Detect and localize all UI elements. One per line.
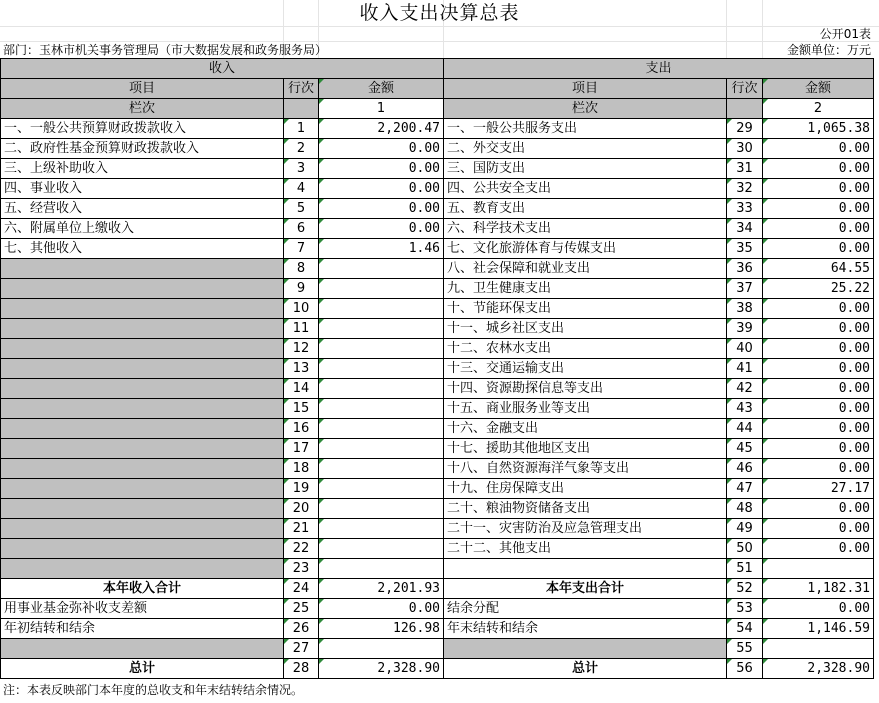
income-line-number: 5	[284, 199, 319, 219]
income-item-header: 项目	[1, 79, 284, 99]
grand-out-label: 总计	[444, 659, 727, 679]
table-row	[1, 239, 874, 259]
table-row	[1, 259, 874, 279]
income-item-label: 二、政府性基金预算财政拨款收入	[1, 139, 284, 159]
year-income-line: 24	[284, 579, 319, 599]
expense-item-label: 九、卫生健康支出	[444, 279, 727, 299]
expense-line-number: 37	[727, 279, 763, 299]
income-amount	[319, 459, 444, 479]
income-header: 收入	[1, 59, 444, 79]
expense-line-number: 45	[727, 439, 763, 459]
year-expense-amount: 1,182.31	[763, 579, 874, 599]
header-row-col-index	[1, 99, 874, 119]
income-item-label	[1, 339, 284, 359]
income-item-label	[1, 279, 284, 299]
expense-line-number: 33	[727, 199, 763, 219]
expense-amount: 0.00	[763, 159, 874, 179]
expense-item-label: 十七、援助其他地区支出	[444, 439, 727, 459]
income-line-number: 3	[284, 159, 319, 179]
table-row	[1, 519, 874, 539]
income-amount	[319, 259, 444, 279]
year-income-amount: 2,201.93	[319, 579, 444, 599]
expense-amount: 27.17	[763, 479, 874, 499]
income-line-number: 4	[284, 179, 319, 199]
fund-gap-amount: 0.00	[319, 599, 444, 619]
end-balance-label: 年末结转和结余	[444, 619, 727, 639]
income-line-number: 19	[284, 479, 319, 499]
expense-amount: 0.00	[763, 199, 874, 219]
income-col-blank	[284, 99, 319, 119]
income-line-number: 6	[284, 219, 319, 239]
income-item-label: 三、上级补助收入	[1, 159, 284, 179]
expense-header: 支出	[444, 59, 874, 79]
income-line-number: 11	[284, 319, 319, 339]
expense-item-label: 十一、城乡社区支出	[444, 319, 727, 339]
income-amount: 2,200.47	[319, 119, 444, 139]
income-amount	[319, 299, 444, 319]
table-row	[1, 199, 874, 219]
expense-item-header: 项目	[444, 79, 727, 99]
income-amount	[319, 479, 444, 499]
blank-cell	[319, 639, 444, 659]
income-item-label: 五、经营收入	[1, 199, 284, 219]
expense-line-number: 41	[727, 359, 763, 379]
expense-item-label: 五、教育支出	[444, 199, 727, 219]
surplus-alloc-line: 53	[727, 599, 763, 619]
table-row	[1, 399, 874, 419]
income-line-number: 7	[284, 239, 319, 259]
table-row	[1, 279, 874, 299]
table-row	[1, 339, 874, 359]
table-row	[1, 119, 874, 139]
income-amount-header: 金额	[319, 79, 444, 99]
blank-out-line: 55	[727, 639, 763, 659]
income-item-label	[1, 539, 284, 559]
expense-amount: 0.00	[763, 399, 874, 419]
expense-item-label: 二十二、其他支出	[444, 539, 727, 559]
income-amount	[319, 539, 444, 559]
income-line-number: 12	[284, 339, 319, 359]
expense-item-label: 一、一般公共服务支出	[444, 119, 727, 139]
expense-amount: 1,065.38	[763, 119, 874, 139]
grand-out-line: 56	[727, 659, 763, 679]
expense-amount: 64.55	[763, 259, 874, 279]
expense-item-label: 二十一、灾害防治及应急管理支出	[444, 519, 727, 539]
expense-amount: 0.00	[763, 179, 874, 199]
unit-label: 金额单位：万元	[786, 43, 871, 57]
expense-line-number: 42	[727, 379, 763, 399]
surplus-alloc-label: 结余分配	[444, 599, 727, 619]
income-item-label	[1, 299, 284, 319]
expense-amount: 0.00	[763, 299, 874, 319]
income-item-label	[1, 479, 284, 499]
department-label: 部门：玉林市机关事务管理局（市大数据发展和政务服务局）	[3, 43, 328, 57]
income-amount	[319, 379, 444, 399]
expense-item-label: 十四、资源勘探信息等支出	[444, 379, 727, 399]
income-amount: 1.46	[319, 239, 444, 259]
expense-line-number: 32	[727, 179, 763, 199]
fund-gap-label: 用事业基金弥补收支差额	[1, 599, 284, 619]
income-item-label: 四、事业收入	[1, 179, 284, 199]
blank-cell	[444, 639, 727, 659]
expense-item-label: 十九、住房保障支出	[444, 479, 727, 499]
expense-line-number: 49	[727, 519, 763, 539]
expense-line-header: 行次	[727, 79, 763, 99]
income-line-number: 13	[284, 359, 319, 379]
begin-balance-amount: 126.98	[319, 619, 444, 639]
expense-amount: 25.22	[763, 279, 874, 299]
expense-line-number: 51	[727, 559, 763, 579]
income-line-number: 10	[284, 299, 319, 319]
begin-balance-line: 26	[284, 619, 319, 639]
table-row	[1, 139, 874, 159]
blank-in-line: 27	[284, 639, 319, 659]
table-row	[1, 319, 874, 339]
fund-gap-line: 25	[284, 599, 319, 619]
income-item-label	[1, 319, 284, 339]
expense-amount: 0.00	[763, 439, 874, 459]
expense-amount: 0.00	[763, 499, 874, 519]
income-amount: 0.00	[319, 179, 444, 199]
table-row	[1, 459, 874, 479]
expense-amount: 0.00	[763, 539, 874, 559]
expense-line-number: 35	[727, 239, 763, 259]
income-amount	[319, 319, 444, 339]
income-line-number: 18	[284, 459, 319, 479]
income-item-label	[1, 419, 284, 439]
expense-amount: 0.00	[763, 139, 874, 159]
expense-item-label	[444, 559, 727, 579]
end-balance-line: 54	[727, 619, 763, 639]
fund-gap-row	[1, 599, 874, 619]
income-amount	[319, 359, 444, 379]
expense-line-number: 34	[727, 219, 763, 239]
expense-item-label: 八、社会保障和就业支出	[444, 259, 727, 279]
income-item-label	[1, 399, 284, 419]
income-line-number: 23	[284, 559, 319, 579]
expense-line-number: 29	[727, 119, 763, 139]
income-item-label	[1, 499, 284, 519]
income-col-label: 栏次	[1, 99, 284, 119]
expense-amount-header: 金额	[763, 79, 874, 99]
expense-item-label: 十三、交通运输支出	[444, 359, 727, 379]
footnote: 注：本表反映部门本年度的总收支和年末结转结余情况。	[3, 683, 304, 697]
expense-amount: 0.00	[763, 519, 874, 539]
income-item-label	[1, 259, 284, 279]
expense-amount: 0.00	[763, 359, 874, 379]
income-expense-table	[0, 58, 874, 679]
expense-item-label: 七、文化旅游体育与传媒支出	[444, 239, 727, 259]
expense-line-number: 46	[727, 459, 763, 479]
income-line-number: 14	[284, 379, 319, 399]
expense-amount	[763, 559, 874, 579]
expense-amount: 0.00	[763, 339, 874, 359]
income-item-label	[1, 519, 284, 539]
expense-line-number: 39	[727, 319, 763, 339]
expense-item-label: 十五、商业服务业等支出	[444, 399, 727, 419]
expense-item-label: 十、节能环保支出	[444, 299, 727, 319]
expense-item-label: 十八、自然资源海洋气象等支出	[444, 459, 727, 479]
blank-row	[1, 639, 874, 659]
table-row	[1, 219, 874, 239]
expense-item-label: 四、公共安全支出	[444, 179, 727, 199]
expense-item-label: 三、国防支出	[444, 159, 727, 179]
expense-item-label: 十二、农林水支出	[444, 339, 727, 359]
expense-item-label: 十六、金融支出	[444, 419, 727, 439]
header-row-columns	[1, 79, 874, 99]
income-amount	[319, 519, 444, 539]
expense-amount: 0.00	[763, 419, 874, 439]
income-item-label: 六、附属单位上缴收入	[1, 219, 284, 239]
income-item-label: 一、一般公共预算财政拨款收入	[1, 119, 284, 139]
income-line-number: 22	[284, 539, 319, 559]
income-line-number: 16	[284, 419, 319, 439]
income-amount	[319, 279, 444, 299]
expense-amount: 0.00	[763, 459, 874, 479]
expense-col-number: 2	[763, 99, 874, 119]
income-amount: 0.00	[319, 159, 444, 179]
end-balance-amount: 1,146.59	[763, 619, 874, 639]
balance-row	[1, 619, 874, 639]
income-line-number: 9	[284, 279, 319, 299]
income-item-label	[1, 439, 284, 459]
grand-in-label: 总计	[1, 659, 284, 679]
grand-in-amount: 2,328.90	[319, 659, 444, 679]
table-row	[1, 379, 874, 399]
table-row	[1, 159, 874, 179]
table-row	[1, 479, 874, 499]
expense-line-number: 47	[727, 479, 763, 499]
blank-cell	[1, 639, 284, 659]
income-amount	[319, 559, 444, 579]
table-row	[1, 419, 874, 439]
income-item-label	[1, 559, 284, 579]
expense-item-label: 二、外交支出	[444, 139, 727, 159]
table-row	[1, 359, 874, 379]
expense-line-number: 44	[727, 419, 763, 439]
table-row	[1, 559, 874, 579]
begin-balance-label: 年初结转和结余	[1, 619, 284, 639]
income-amount: 0.00	[319, 219, 444, 239]
income-amount	[319, 419, 444, 439]
grand-total-row	[1, 659, 874, 679]
expense-item-label: 二十、粮油物资储备支出	[444, 499, 727, 519]
year-expense-label: 本年支出合计	[444, 579, 727, 599]
grand-out-amount: 2,328.90	[763, 659, 874, 679]
table-row	[1, 539, 874, 559]
year-total-row	[1, 579, 874, 599]
income-amount: 0.00	[319, 139, 444, 159]
income-item-label	[1, 379, 284, 399]
report-title: 收入支出决算总表	[359, 2, 520, 24]
expense-col-blank	[727, 99, 763, 119]
income-amount	[319, 339, 444, 359]
header-row-section	[1, 59, 874, 79]
table-row	[1, 499, 874, 519]
expense-amount: 0.00	[763, 319, 874, 339]
income-line-number: 17	[284, 439, 319, 459]
income-item-label: 七、其他收入	[1, 239, 284, 259]
income-line-number: 2	[284, 139, 319, 159]
expense-amount: 0.00	[763, 239, 874, 259]
expense-line-number: 38	[727, 299, 763, 319]
expense-line-number: 40	[727, 339, 763, 359]
expense-col-label: 栏次	[444, 99, 727, 119]
expense-amount: 0.00	[763, 219, 874, 239]
income-line-header: 行次	[284, 79, 319, 99]
surplus-alloc-amount: 0.00	[763, 599, 874, 619]
expense-line-number: 30	[727, 139, 763, 159]
grand-in-line: 28	[284, 659, 319, 679]
income-line-number: 20	[284, 499, 319, 519]
income-line-number: 21	[284, 519, 319, 539]
income-amount	[319, 499, 444, 519]
income-amount	[319, 439, 444, 459]
expense-line-number: 50	[727, 539, 763, 559]
income-item-label	[1, 459, 284, 479]
income-amount	[319, 399, 444, 419]
income-line-number: 1	[284, 119, 319, 139]
table-row	[1, 179, 874, 199]
year-income-label: 本年收入合计	[1, 579, 284, 599]
expense-amount: 0.00	[763, 379, 874, 399]
expense-line-number: 36	[727, 259, 763, 279]
income-line-number: 15	[284, 399, 319, 419]
expense-line-number: 31	[727, 159, 763, 179]
expense-line-number: 43	[727, 399, 763, 419]
form-code: 公开01表	[819, 27, 871, 41]
income-col-number: 1	[319, 99, 444, 119]
income-amount: 0.00	[319, 199, 444, 219]
year-expense-line: 52	[727, 579, 763, 599]
blank-cell	[763, 639, 874, 659]
table-row	[1, 439, 874, 459]
expense-item-label: 六、科学技术支出	[444, 219, 727, 239]
income-item-label	[1, 359, 284, 379]
expense-line-number: 48	[727, 499, 763, 519]
income-line-number: 8	[284, 259, 319, 279]
table-row	[1, 299, 874, 319]
